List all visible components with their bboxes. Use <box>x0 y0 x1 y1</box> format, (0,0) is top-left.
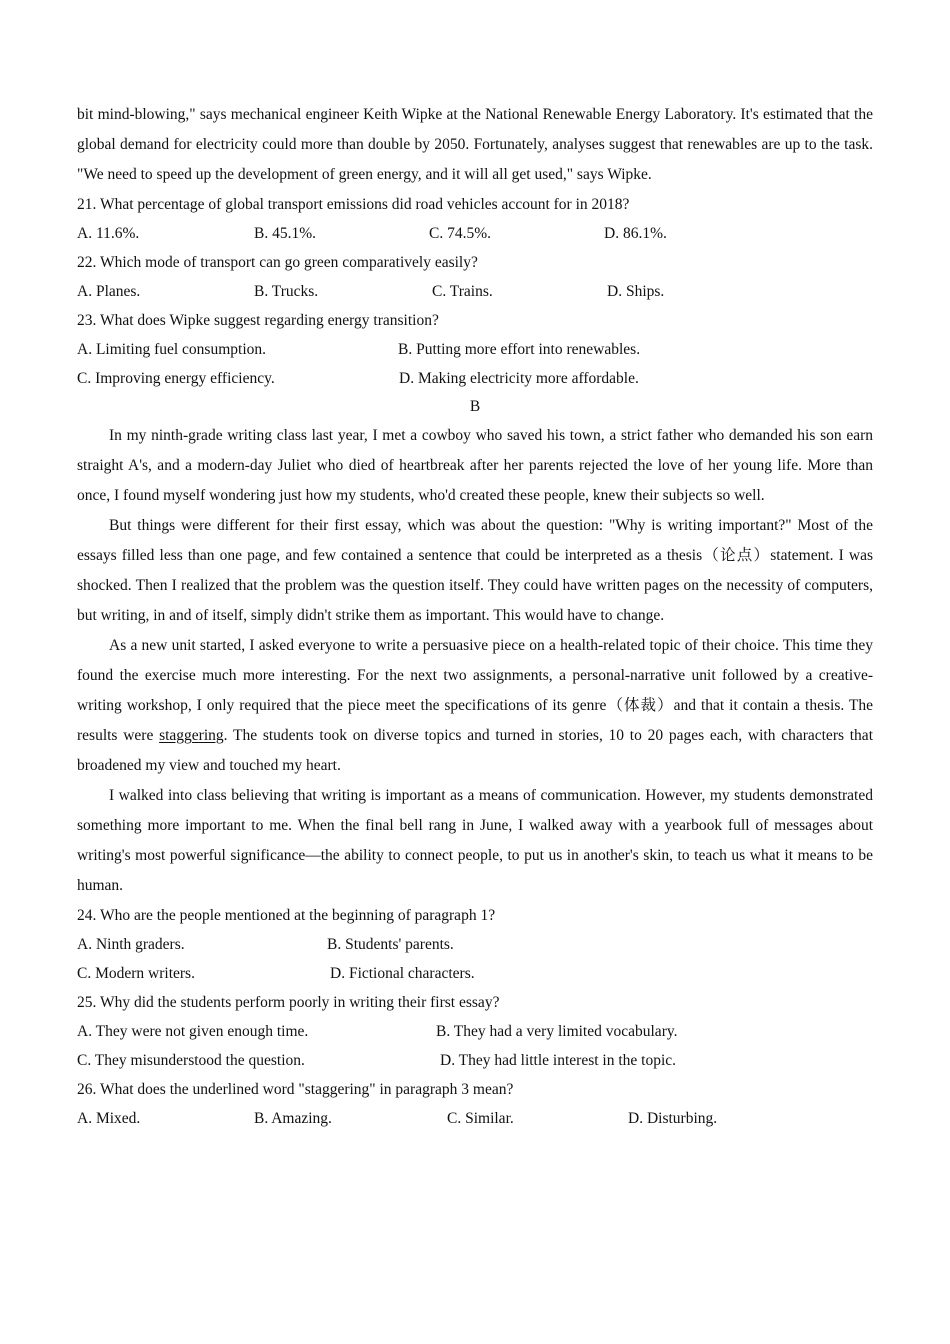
question-stem: 24. Who are the people mentioned at the beginning of paragraph 1? <box>77 907 496 924</box>
option-b: B. Putting more effort into renewables. <box>398 341 641 358</box>
paragraph-1: In my ninth-grade writing class last year, I met a cowboy who saved his town, a strict father who demanded his son earn straight A's, and a modern-day Juliet who died of heartbreak after her parents rejected the love of her young life. More than once, I found myself wondering just how my students, who'd created these people, knew their subjects so well. <box>77 427 873 504</box>
question-stem: 26. What does the underlined word "staggering" in paragraph 3 mean? <box>77 1081 514 1098</box>
paragraph-3 <box>77 631 873 781</box>
option-a: A. Ninth graders. <box>77 936 185 953</box>
paragraph-3-part-1: As a new unit started, I asked everyone to write a persuasive piece on a health-related topic of their choice. This time they found the exercise much more interesting. For the next two assignments, a personal-narrative unit followed by a creative-writing workshop, I only required that the piece meet the specifications of its genre（体裁）and that it contain a thesis. The results were <box>77 637 873 744</box>
passage-a-tail: bit mind-blowing," says mechanical engineer Keith Wipke at the National Renewable Energy Laboratory. It's estimated that the global demand for electricity could more than double by 2050. Fortunately, analyses suggest that renewables are up to the task. "We need to speed up the development of green energy, and it will all get used," says Wipke. <box>77 106 873 183</box>
question-stem: 25. Why did the students perform poorly in writing their first essay? <box>77 994 500 1011</box>
option-d: D. Making electricity more affordable. <box>399 370 639 387</box>
option-c: C. Modern writers. <box>77 965 195 982</box>
option-b: B. They had a very limited vocabulary. <box>436 1023 678 1040</box>
paragraph-2: But things were different for their first essay, which was about the question: "Why is writing important?" Most of the essays filled less than one page, and few contained a sentence that could be interpreted as a thesis（论点）statement. I was shocked. Then I realized that the problem was the question itself. They could have written pages on the necessity of computers, but writing, in and of itself, simply didn't strike them as important. This would have to change. <box>77 517 873 624</box>
question-stem: 21. What percentage of global transport emissions did road vehicles account for in 2018? <box>77 196 630 213</box>
option-b: B. 45.1%. <box>254 225 316 242</box>
option-d: D. 86.1%. <box>604 225 667 242</box>
question-stem: 23. What does Wipke suggest regarding energy transition? <box>77 312 439 329</box>
section-b-heading: B <box>469 398 481 415</box>
passage-b <box>77 421 873 901</box>
option-c: C. Improving energy efficiency. <box>77 370 275 387</box>
question-24 <box>77 901 873 988</box>
option-d: D. Disturbing. <box>628 1110 718 1127</box>
option-b: B. Students' parents. <box>327 936 454 953</box>
option-b: B. Amazing. <box>254 1110 332 1127</box>
question-22 <box>77 248 873 306</box>
option-b: B. Trucks. <box>254 283 319 300</box>
exam-page <box>77 100 873 1133</box>
option-d: D. They had little interest in the topic. <box>440 1052 677 1069</box>
option-d: D. Ships. <box>607 283 665 300</box>
underlined-word: staggering <box>159 727 224 744</box>
question-23 <box>77 306 873 393</box>
paragraph-3-part-2: . The students took on diverse topics and turned in stories, 10 to 20 pages each, with characters that broadened my view and touched my heart. <box>77 727 873 774</box>
option-a: A. Planes. <box>77 283 141 300</box>
option-c: C. They misunderstood the question. <box>77 1052 305 1069</box>
option-c: C. Trains. <box>432 283 493 300</box>
paragraph-4: I walked into class believing that writing is important as a means of communication. However, my students demonstrated something more important to me. When the final bell rang in June, I walked away with a yearbook full of messages about writing's most powerful significance—the ability to connect people, to put us in another's skin, to teach us what it means to be human. <box>77 787 873 894</box>
option-a: A. They were not given enough time. <box>77 1023 309 1040</box>
option-d: D. Fictional characters. <box>330 965 475 982</box>
option-c: C. Similar. <box>447 1110 514 1127</box>
question-25 <box>77 988 873 1075</box>
option-c: C. 74.5%. <box>429 225 491 242</box>
question-stem: 22. Which mode of transport can go green comparatively easily? <box>77 254 478 271</box>
question-26 <box>77 1075 873 1133</box>
option-a: A. 11.6%. <box>77 225 140 242</box>
option-a: A. Limiting fuel consumption. <box>77 341 266 358</box>
option-a: A. Mixed. <box>77 1110 141 1127</box>
question-21 <box>77 190 873 248</box>
